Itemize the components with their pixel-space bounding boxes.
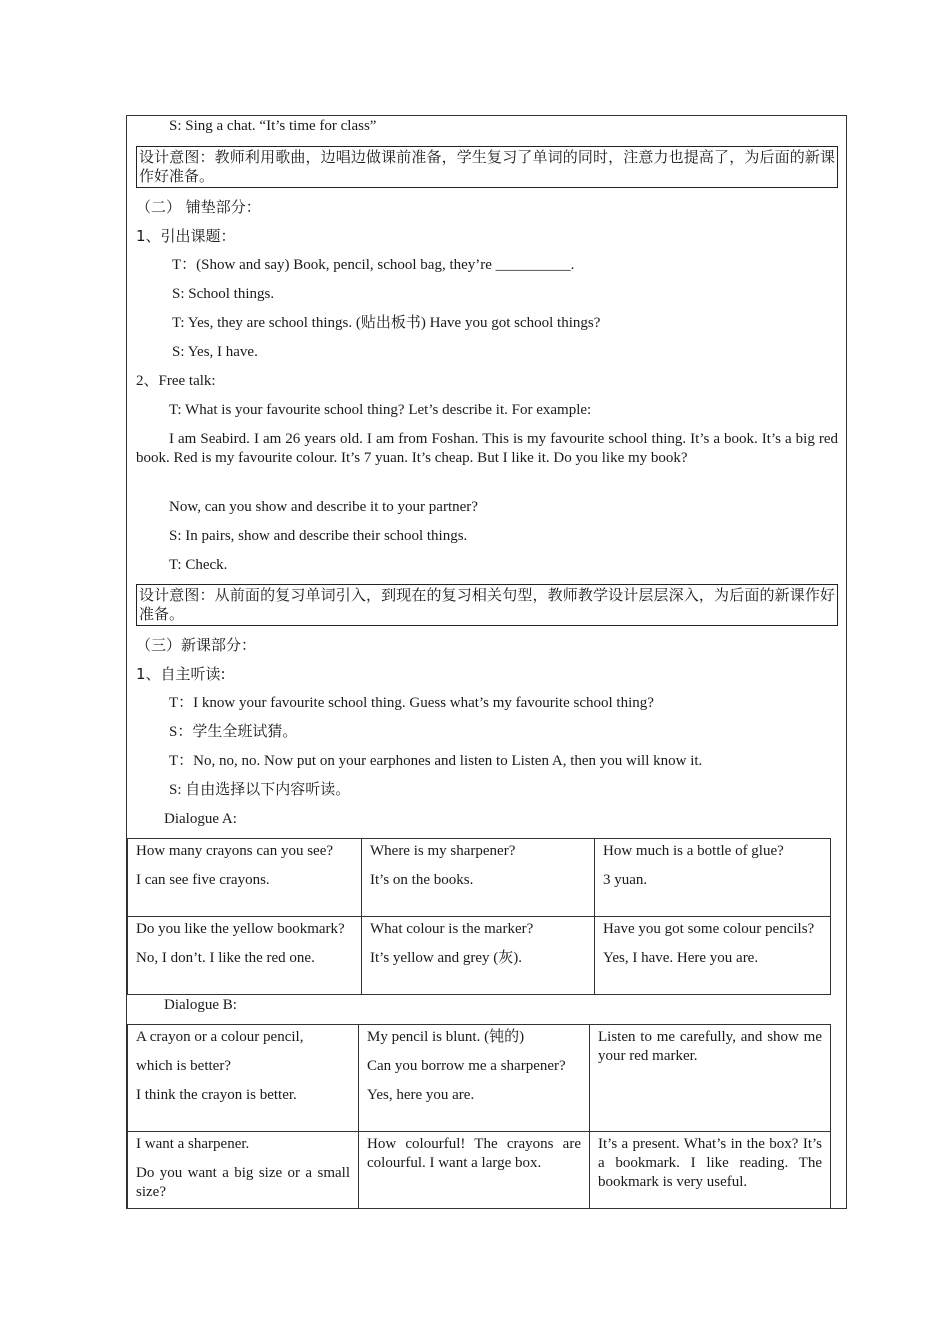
after-line: S: In pairs, show and describe their school things. [169, 528, 468, 544]
dialogue-cell: A crayon or a colour pencil, which is better? I think the crayon is better. [128, 1025, 359, 1132]
section-2-heading: （二） 铺垫部分： [136, 198, 261, 216]
dialogue-b-label: Dialogue B: [164, 997, 237, 1013]
dialogue-cell: How much is a bottle of glue? 3 yuan. [595, 839, 831, 917]
dialogue-a-label: Dialogue A: [164, 811, 237, 827]
dialogue-cell: It’s a present. What’s in the box? It’s a bookmark. I like reading. The bookmark is very useful. [590, 1132, 831, 1209]
example-paragraph: I am Seabird. I am 26 years old. I am from Foshan. This is my favourite school thing. It’s a book. It’s a big red book. Red is my favourite colour. It’s 7 yuan. It’s cheap. But I like it. Do you like my book? [136, 431, 838, 466]
section-2-sub1: 1、引出课题： [136, 227, 236, 245]
table-row [128, 1132, 831, 1209]
dialog-line: T: Yes, they are school things. (贴出板书) Have you got school things? [172, 315, 601, 331]
dialogue-cell: Have you got some colour pencils? Yes, I have. Here you are. [595, 917, 831, 995]
after-line: T: Check. [169, 557, 228, 573]
dialog-line: S：学生全班试猜。 [169, 724, 298, 740]
dialogue-cell: Where is my sharpener? It’s on the books. [362, 839, 595, 917]
section-3-heading: （三）新课部分： [136, 636, 257, 654]
dialog-line: T：No, no, no. Now put on your earphones and listen to Listen A, then you will know it. [169, 753, 703, 769]
design-note-2: 设计意图：从前面的复习单词引入，到现在的复习相关句型，教师教学设计层层深入，为后面的新课作好准备。 [136, 584, 838, 626]
dialogue-cell: Listen to me carefully, and show me your red marker. [590, 1025, 831, 1132]
dialogue-b-table [127, 1024, 831, 1209]
dialog-line: S: School things. [172, 286, 275, 302]
dialogue-cell: How colourful! The crayons are colourful. I want a large box. [359, 1132, 590, 1209]
dialogue-cell: How many crayons can you see? I can see five crayons. [128, 839, 362, 917]
dialogue-a-table [127, 838, 831, 995]
section-2-sub2: 2、Free talk: [136, 373, 216, 389]
dialog-line: S: Yes, I have. [172, 344, 258, 360]
dialogue-cell: What colour is the marker? It’s yellow and grey (灰). [362, 917, 595, 995]
dialog-line: T：I know your favourite school thing. Guess what’s my favourite school thing? [169, 695, 654, 711]
talk-prompt: T: What is your favourite school thing? Let’s describe it. For example: [169, 402, 592, 418]
after-line: Now, can you show and describe it to your partner? [169, 499, 478, 515]
design-note-1: 设计意图：教师利用歌曲，边唱边做课前准备，学生复习了单词的同时，注意力也提高了，为后面的新课作好准备。 [136, 146, 838, 188]
dialog-line: S: 自由选择以下内容听读。 [169, 782, 351, 798]
table-row [128, 1025, 831, 1132]
dialog-line: T：(Show and say) Book, pencil, school bag, they’re __________. [172, 257, 575, 273]
dialogue-cell: Do you like the yellow bookmark? No, I don’t. I like the red one. [128, 917, 362, 995]
table-row [128, 839, 831, 917]
section-3-sub1: 1、自主听读: [136, 665, 226, 683]
table-row [128, 917, 831, 995]
dialogue-cell: I want a sharpener. Do you want a big size or a small size? [128, 1132, 359, 1209]
intro-line: S: Sing a chat. “It’s time for class” [169, 118, 377, 134]
dialogue-cell: My pencil is blunt. (钝的) Can you borrow me a sharpener? Yes, here you are. [359, 1025, 590, 1132]
